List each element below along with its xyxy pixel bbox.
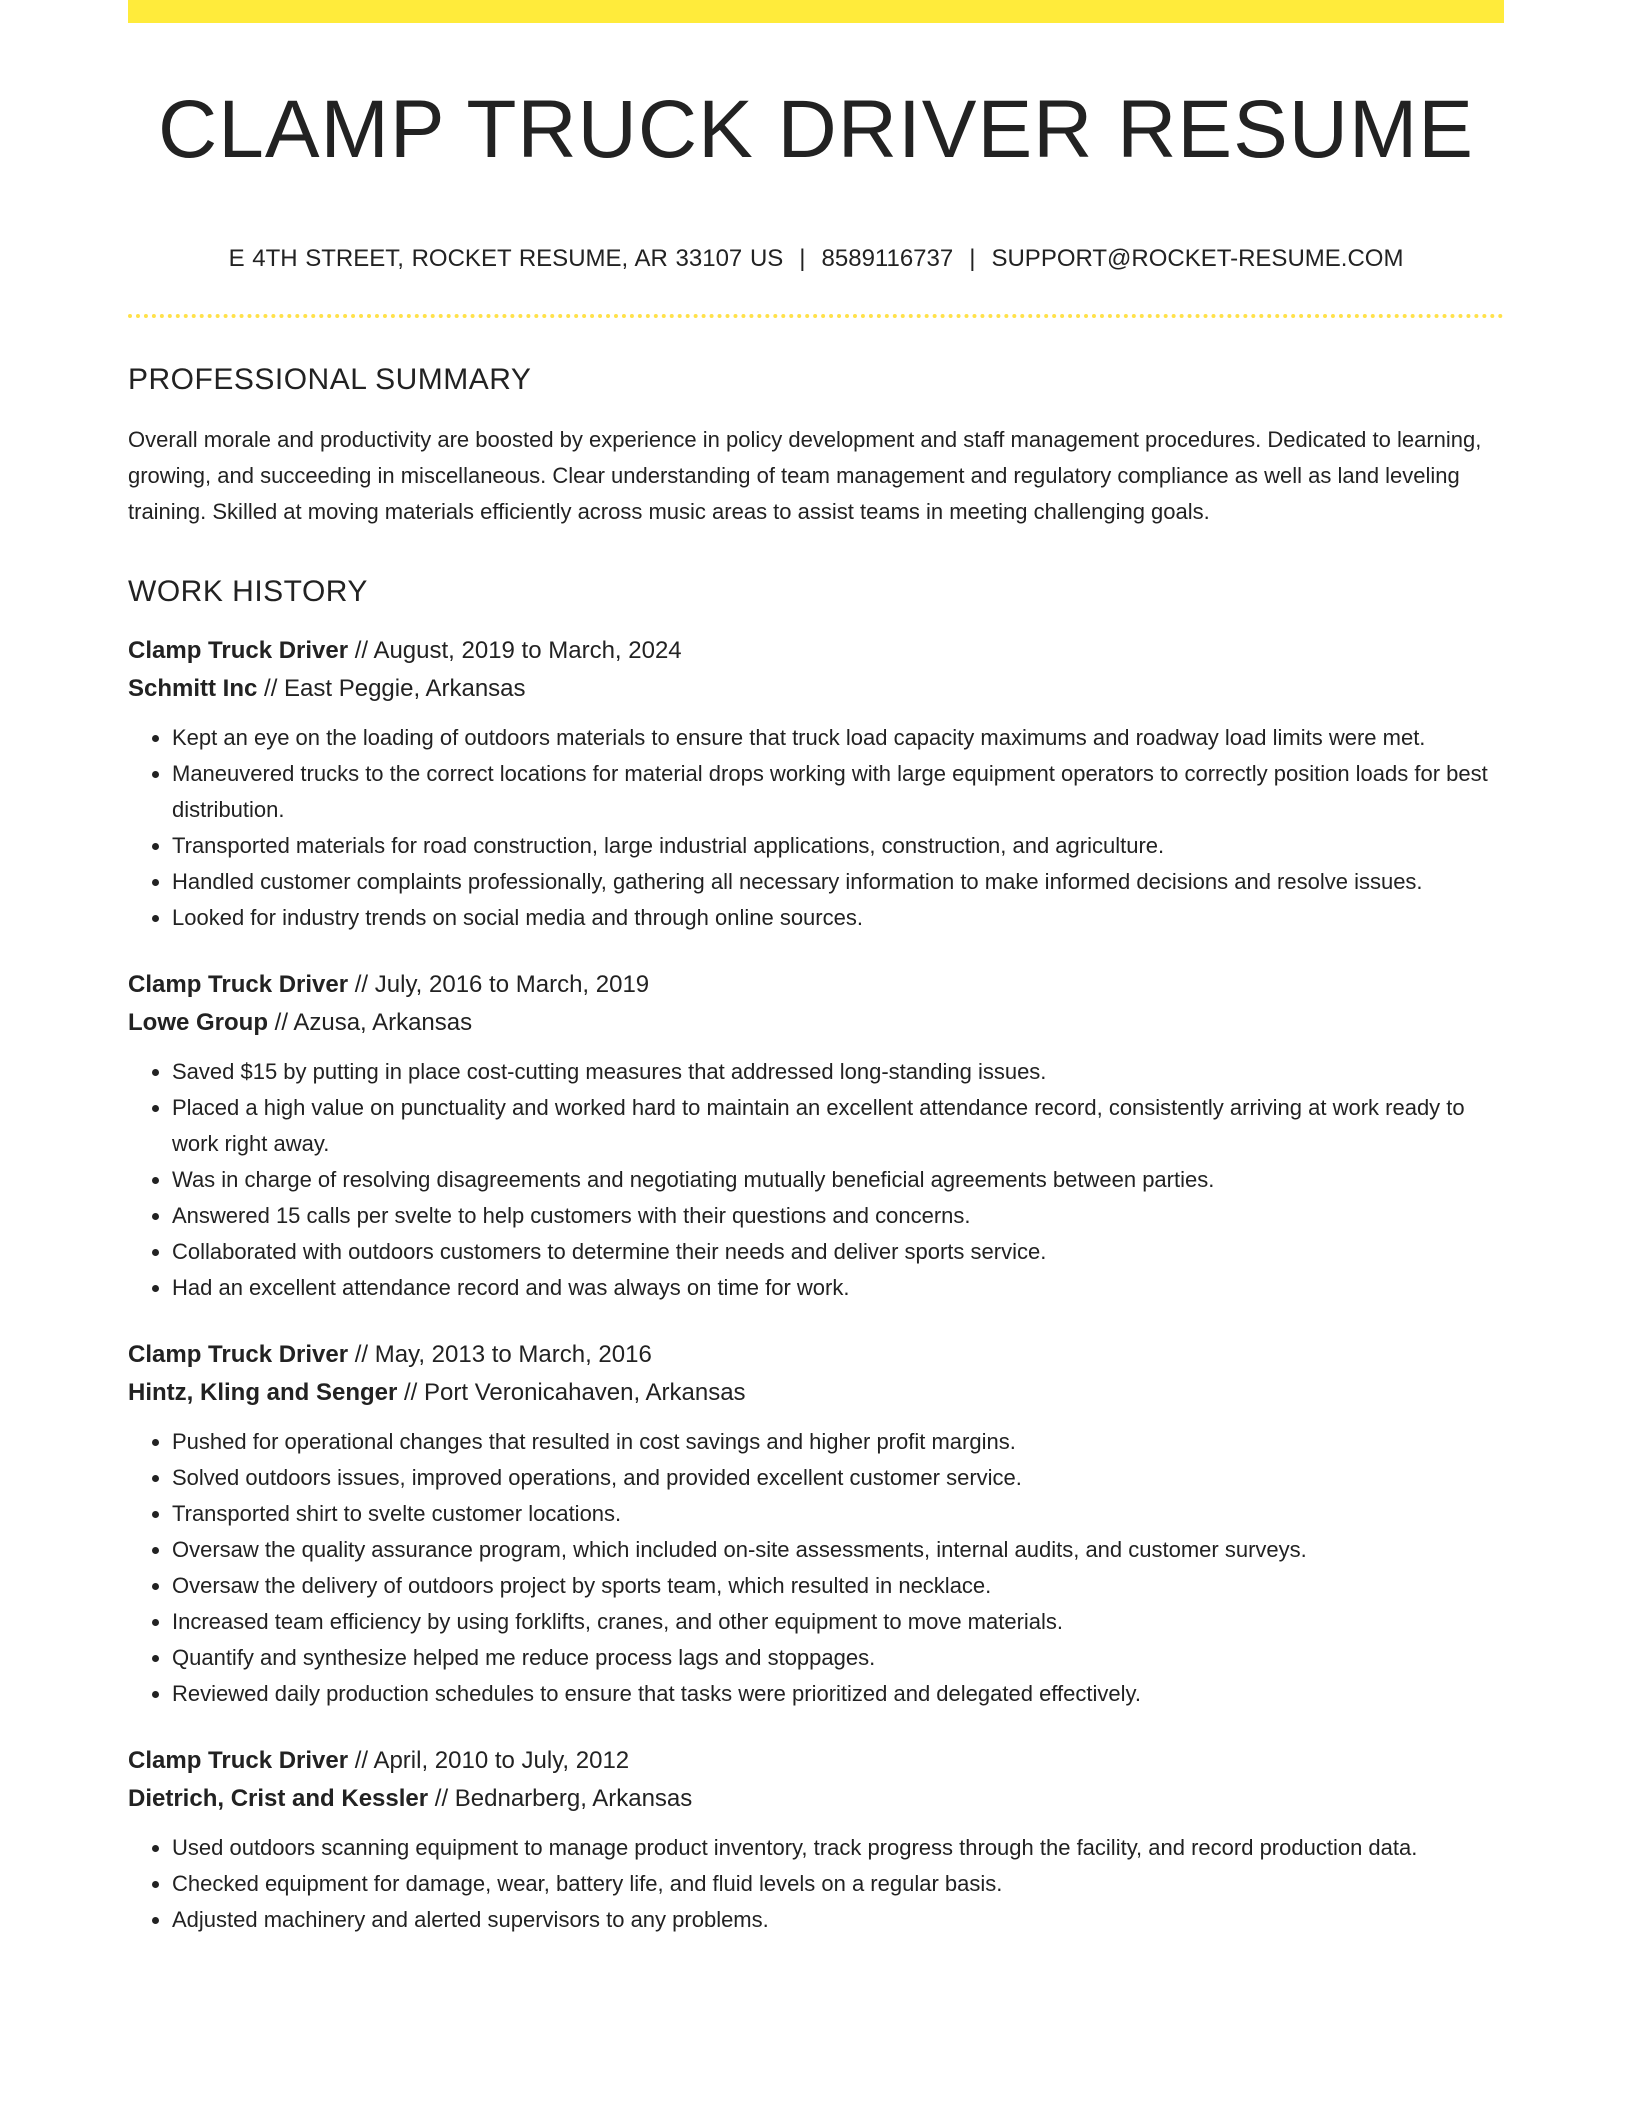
job-dates: // April, 2010 to July, 2012 (348, 1747, 630, 1774)
duty-item: • Collaborated with outdoors customers to determine their needs and deliver sports service. (172, 1234, 1504, 1270)
work-history-heading: WORK HISTORY (128, 575, 368, 608)
job-company-line (128, 1004, 1504, 1042)
job-title: Clamp Truck Driver (128, 1747, 349, 1774)
job-list (128, 632, 1504, 1938)
duty-item: • Answered 15 calls per svelte to help customers with their questions and concerns. (172, 1198, 1504, 1234)
duty-list (128, 1054, 1504, 1306)
job-location: // Port Veronicahaven, Arkansas (397, 1379, 746, 1406)
job-dates: // July, 2016 to March, 2019 (348, 971, 650, 998)
duty-item: • Solved outdoors issues, improved operations, and provided excellent customer service. (172, 1460, 1504, 1496)
job-title-line (128, 632, 1504, 670)
dotted-divider (128, 314, 1504, 318)
contact-line (128, 244, 1504, 274)
contact-separator: | (799, 245, 806, 272)
duty-item: • Had an excellent attendance record and was always on time for work. (172, 1270, 1504, 1306)
job-company: Lowe Group (128, 1009, 268, 1036)
contact-phone: 8589116737 (821, 245, 954, 272)
job-entry (128, 1336, 1504, 1712)
duty-item: • Adjusted machinery and alerted supervisors to any problems. (172, 1902, 1504, 1938)
job-location: // Azusa, Arkansas (268, 1009, 473, 1036)
job-title: Clamp Truck Driver (128, 637, 349, 664)
job-entry (128, 632, 1504, 936)
duty-list (128, 1830, 1504, 1938)
duty-item: • Placed a high value on punctuality and worked hard to maintain an excellent attendance record, consistently arriving at work ready to work right away. (172, 1090, 1504, 1162)
duty-item: • Oversaw the quality assurance program, which included on-site assessments, internal audits, and customer surveys. (172, 1532, 1504, 1568)
duty-item: • Pushed for operational changes that resulted in cost savings and higher profit margins. (172, 1424, 1504, 1460)
job-company-line (128, 1374, 1504, 1412)
duty-item: • Looked for industry trends on social media and through online sources. (172, 900, 1504, 936)
duty-item: • Was in charge of resolving disagreements and negotiating mutually beneficial agreements between parties. (172, 1162, 1504, 1198)
job-dates: // August, 2019 to March, 2024 (348, 637, 682, 664)
job-company: Schmitt Inc (128, 675, 258, 702)
job-title-line (128, 1336, 1504, 1374)
job-title-line (128, 966, 1504, 1004)
job-dates: // May, 2013 to March, 2016 (348, 1341, 652, 1368)
duty-list (128, 720, 1504, 936)
job-entry (128, 966, 1504, 1306)
job-title: Clamp Truck Driver (128, 1341, 349, 1368)
job-company-line (128, 1780, 1504, 1818)
duty-item: • Maneuvered trucks to the correct locations for material drops working with large equipment operators to correctly position loads for best distribution. (172, 756, 1504, 828)
job-entry (128, 1742, 1504, 1938)
duty-item: • Increased team efficiency by using forklifts, cranes, and other equipment to move materials. (172, 1604, 1504, 1640)
resume-title: CLAMP TRUCK DRIVER RESUME (158, 84, 1474, 175)
job-title: Clamp Truck Driver (128, 971, 349, 998)
duty-item: • Kept an eye on the loading of outdoors materials to ensure that truck load capacity maximums and roadway load limits were met. (172, 720, 1504, 756)
duty-item: • Handled customer complaints professionally, gathering all necessary information to make informed decisions and resolve issues. (172, 864, 1504, 900)
duty-item: • Used outdoors scanning equipment to manage product inventory, track progress through the facility, and record production data. (172, 1830, 1504, 1866)
summary-heading: PROFESSIONAL SUMMARY (128, 363, 532, 396)
duty-item: • Quantify and synthesize helped me reduce process lags and stoppages. (172, 1640, 1504, 1676)
job-location: // East Peggie, Arkansas (257, 675, 526, 702)
job-company-line (128, 670, 1504, 708)
job-title-line (128, 1742, 1504, 1780)
duty-item: • Checked equipment for damage, wear, battery life, and fluid levels on a regular basis. (172, 1866, 1504, 1902)
duty-item: • Reviewed daily production schedules to ensure that tasks were prioritized and delegated effectively. (172, 1676, 1504, 1712)
contact-address: E 4TH STREET, ROCKET RESUME, AR 33107 US (228, 245, 784, 272)
duty-item: • Transported materials for road construction, large industrial applications, construction, and agriculture. (172, 828, 1504, 864)
resume-content (128, 0, 1504, 1938)
job-company: Dietrich, Crist and Kessler (128, 1785, 429, 1812)
job-company: Hintz, Kling and Senger (128, 1379, 398, 1406)
duty-item: • Oversaw the delivery of outdoors project by sports team, which resulted in necklace. (172, 1568, 1504, 1604)
summary-text: Overall morale and productivity are boosted by experience in policy development and staff management procedures. Dedicated to learning, growing, and succeeding in miscellaneous. Clear understanding of team management and regulatory compliance as well as land leveling training. Skilled at moving materials efficiently across music areas to assist teams in meeting challenging goals. (128, 427, 1482, 524)
job-location: // Bednarberg, Arkansas (428, 1785, 693, 1812)
duty-item: • Transported shirt to svelte customer locations. (172, 1496, 1504, 1532)
contact-email: SUPPORT@ROCKET-RESUME.COM (991, 245, 1404, 272)
duty-item: • Saved $15 by putting in place cost-cutting measures that addressed long-standing issues. (172, 1054, 1504, 1090)
duty-list (128, 1424, 1504, 1712)
contact-separator: | (969, 245, 976, 272)
